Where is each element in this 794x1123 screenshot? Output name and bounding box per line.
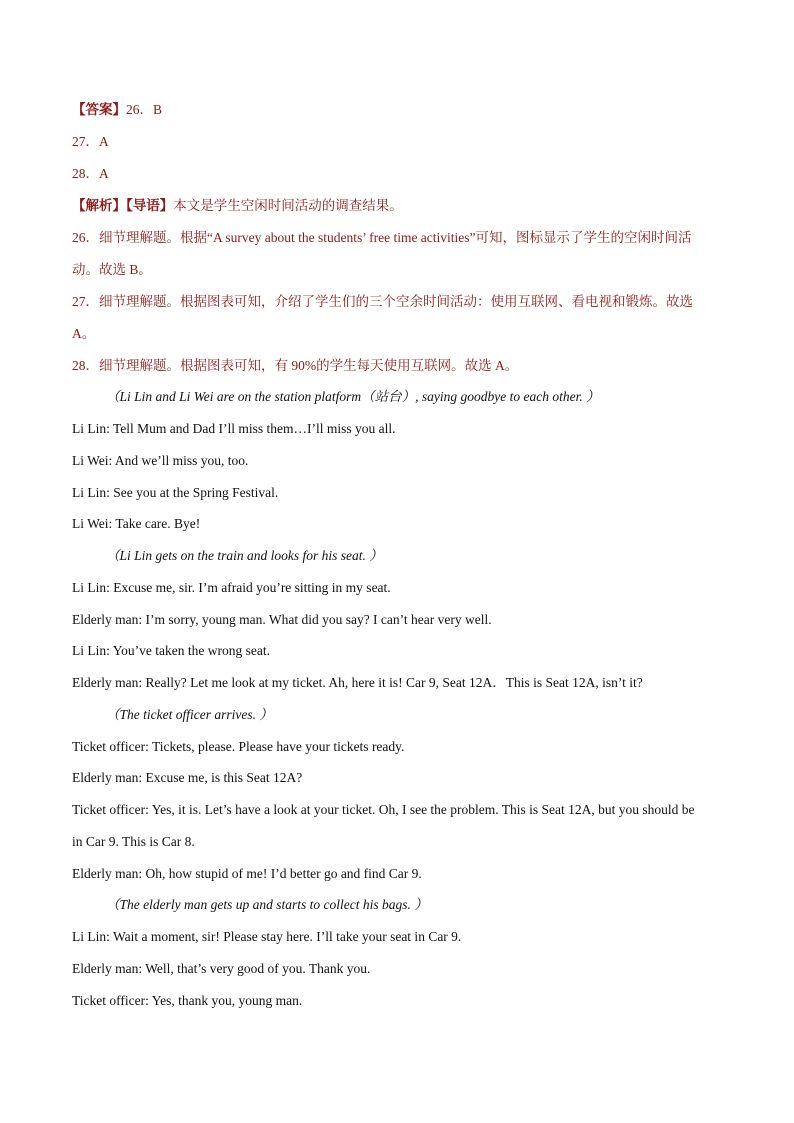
dialogue-line: Elderly man: Well, that’s very good of you. Thank you.: [72, 961, 371, 976]
analysis-27-line2: A。: [72, 326, 96, 341]
answer-27: 27．A: [72, 134, 109, 149]
dialogue-line: Ticket officer: Yes, it is. Let’s have a look at your ticket. Oh, I see the problem. This is Seat 12A, but you should be: [72, 802, 695, 817]
guide-label: 【导语】: [126, 198, 174, 213]
dialogue-line: Elderly man: Really? Let me look at my ticket. Ah, here it is! Car 9, Seat 12A．This is Seat 12A, isn’t it?: [72, 675, 643, 690]
answer-line-26: [72, 101, 734, 119]
dialogue-line: Li Lin: Excuse me, sir. I’m afraid you’re sitting in my seat.: [72, 580, 391, 595]
dialogue-line: Li Lin: Wait a moment, sir! Please stay here. I’ll take your seat in Car 9.: [72, 929, 462, 944]
guide-text: 本文是学生空闲时间活动的调查结果。: [173, 198, 403, 213]
dialogue-line: Ticket officer: Yes, thank you, young man.: [72, 993, 303, 1008]
dialogue-line: Li Lin: See you at the Spring Festival.: [72, 485, 279, 500]
analysis-label: 【解析】: [72, 198, 126, 213]
analysis-guide-line: [72, 197, 734, 215]
stage-direction-3: （The ticket officer arrives. ）: [106, 707, 273, 722]
dialogue-line: Li Wei: And we’ll miss you, too.: [72, 453, 249, 468]
dialogue-line: Elderly man: Oh, how stupid of me! I’d better go and find Car 9.: [72, 866, 422, 881]
dialogue-line: Li Lin: You’ve taken the wrong seat.: [72, 643, 270, 658]
dialogue-line: Ticket officer: Tickets, please. Please have your tickets ready.: [72, 739, 405, 754]
stage-direction-4: （The elderly man gets up and starts to collect his bags. ）: [106, 897, 428, 912]
answer-28: 28．A: [72, 166, 109, 181]
dialogue-line: Li Lin: Tell Mum and Dad I’ll miss them…I’ll miss you all.: [72, 421, 396, 436]
answer-label: 【答案】: [72, 102, 126, 117]
dialogue-line: Elderly man: I’m sorry, young man. What did you say? I can’t hear very well.: [72, 612, 492, 627]
dialogue-line: Elderly man: Excuse me, is this Seat 12A?: [72, 770, 303, 785]
analysis-27-line1: 27．细节理解题。根据图表可知，介绍了学生们的三个空余时间活动：使用互联网、看电视和锻炼。故选: [72, 294, 693, 309]
analysis-26-line2: 动。故选 B。: [72, 262, 152, 277]
stage-direction-2: （Li Lin gets on the train and looks for his seat. ）: [106, 548, 383, 563]
analysis-26-line1: 26．细节理解题。根据“A survey about the students’ free time activities”可知，图标显示了学生的空闲时间活: [72, 230, 692, 245]
stage-direction-1: （Li Lin and Li Wei are on the station platform（站台）, saying goodbye to each other. ）: [106, 389, 600, 404]
dialogue-line: in Car 9. This is Car 8.: [72, 834, 195, 849]
dialogue-line: Li Wei: Take care. Bye!: [72, 516, 201, 531]
analysis-28-line1: 28．细节理解题。根据图表可知，有 90%的学生每天使用互联网。故选 A。: [72, 358, 519, 373]
answer-26: 26．B: [126, 102, 163, 117]
